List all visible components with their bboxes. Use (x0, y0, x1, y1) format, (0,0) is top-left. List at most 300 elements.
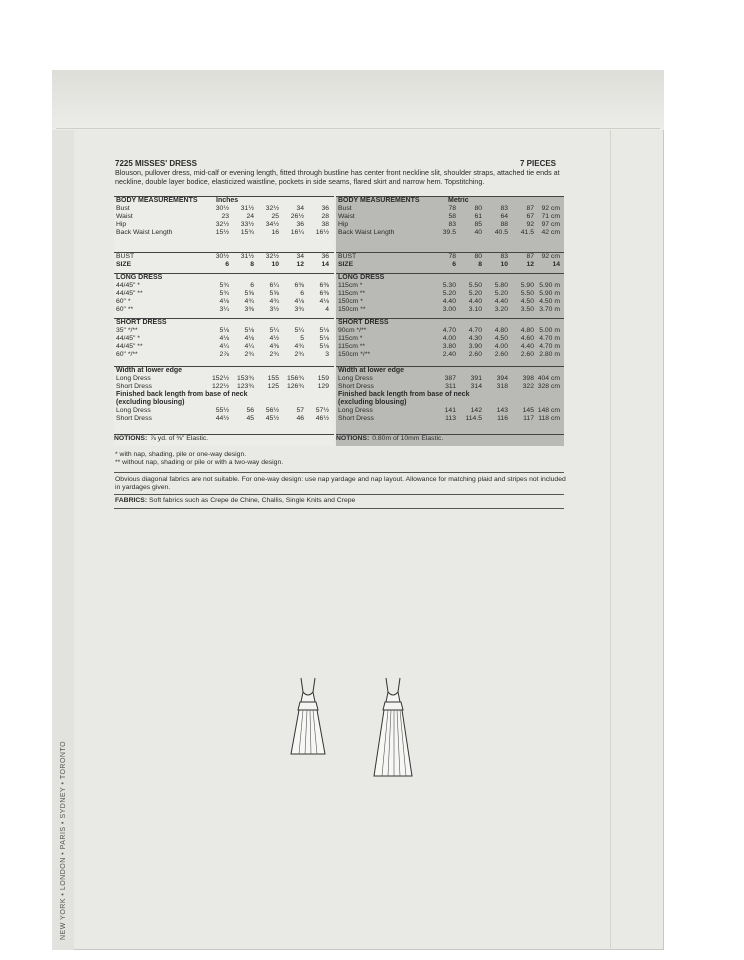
cell-value: 31½ (240, 205, 254, 212)
cell-value: 318 (496, 383, 508, 390)
cell-value: 322 (522, 383, 534, 390)
cell-value: 3 (325, 351, 329, 358)
row-label: Back Waist Length (116, 229, 173, 236)
section-subtitle: (excluding blousing) (338, 399, 407, 406)
cell-value: 2.60 (494, 351, 508, 358)
cell-value: 156¾ (286, 375, 304, 382)
cell-value: 155 (267, 375, 279, 382)
cell-value: 117 (523, 415, 534, 422)
cell-value: 4¾ (244, 298, 254, 305)
section-title: Width at lower edge (338, 367, 405, 374)
table-row (336, 253, 564, 261)
long-dress-sketch (370, 676, 418, 780)
short-dress-sketch (285, 676, 331, 760)
cell-value: 92 cm (541, 205, 560, 212)
row-label: 90cm */** (338, 327, 367, 334)
table-row (114, 261, 334, 269)
table-row (114, 221, 334, 229)
table-row (336, 415, 564, 423)
cell-value: 10 (271, 261, 279, 268)
cell-value: 5⅛ (244, 327, 254, 334)
cell-value: 3⅜ (244, 306, 254, 313)
table-row (114, 282, 334, 290)
cell-value: 4¼ (219, 343, 229, 350)
row-label: 44/45" * (116, 282, 140, 289)
row-label: Waist (116, 213, 133, 220)
cell-value: 4.50 (494, 335, 508, 342)
cell-value: 2¾ (269, 351, 279, 358)
fabric-note: Obvious diagonal fabrics are not suitable. For one-way design: use nap yardage and nap layout. Allowance for matching plaid and stripes not included in yardages given. (115, 476, 566, 492)
row-label: 35" */** (116, 327, 138, 334)
cell-value: 4.50 (520, 298, 534, 305)
table-row (336, 383, 564, 391)
table-row (336, 298, 564, 306)
row-label: Long Dress (338, 407, 373, 414)
row-label: Long Dress (338, 375, 373, 382)
cell-value: 6¼ (269, 282, 279, 289)
notions-label: NOTIONS: (336, 435, 370, 442)
cell-value: 5.30 (442, 282, 456, 289)
table-row (336, 205, 564, 213)
table-row (336, 221, 564, 229)
cell-value: 15¾ (240, 229, 254, 236)
cell-value: 398 (522, 375, 534, 382)
cell-value: 4¼ (244, 343, 254, 350)
cell-value: 80 (474, 205, 482, 212)
cell-value: 4⅛ (294, 298, 304, 305)
table-row (336, 407, 564, 415)
nap-footnote: * with nap, shading, pile or one-way design. (115, 451, 247, 458)
cell-value: 4.80 (494, 327, 508, 334)
cell-value: 2¾ (244, 351, 254, 358)
divider (114, 494, 564, 495)
cell-value: 6⅜ (294, 282, 304, 289)
cell-value: 92 cm (541, 253, 560, 260)
cell-value: 56 (246, 407, 254, 414)
row-label: Bust (338, 205, 352, 212)
cell-value: 4.60 (520, 335, 534, 342)
cell-value: 4⅛ (319, 298, 329, 305)
cell-value: 24 (246, 213, 254, 220)
row-label: SIZE (338, 261, 354, 268)
cell-value: 8 (478, 261, 482, 268)
cell-value: 57 (296, 407, 304, 414)
cell-value: 6 (250, 282, 254, 289)
cell-value: 5.90 m (539, 290, 560, 297)
envelope-flap (52, 70, 664, 130)
cell-value: 83 (500, 253, 508, 260)
cell-value: 142 (470, 407, 482, 414)
cell-value: 3.50 (520, 306, 534, 313)
table-row (336, 213, 564, 221)
cell-value: 4.40 (468, 298, 482, 305)
table-row (336, 290, 564, 298)
cell-value: 6⅜ (319, 282, 329, 289)
cell-value: 4.70 (442, 327, 456, 334)
cell-value: 113 (445, 415, 456, 422)
cell-value: 83 (500, 205, 508, 212)
cell-value: 143 (496, 407, 508, 414)
cell-value: 5¼ (294, 327, 304, 334)
cell-value: 15½ (215, 229, 229, 236)
cell-value: 2.60 (520, 351, 534, 358)
cell-value: 5¾ (219, 282, 229, 289)
cell-value: 3.80 (442, 343, 456, 350)
cell-value: 404 cm (537, 375, 560, 382)
cell-value: 2.60 (468, 351, 482, 358)
cell-value: 67 (526, 213, 534, 220)
cell-value: 64 (500, 213, 508, 220)
table-row (114, 205, 334, 213)
cell-value: 61 (474, 213, 482, 220)
cell-value: 10 (500, 261, 508, 268)
measurement-table (114, 196, 564, 446)
row-label: BUST (338, 253, 357, 260)
cell-value: 26½ (290, 213, 304, 220)
cell-value: 16½ (315, 229, 329, 236)
table-row (336, 261, 564, 269)
cell-value: 3.10 (468, 306, 482, 313)
pattern-title: 7225 MISSES' DRESS (115, 159, 197, 168)
cell-value: 2¾ (294, 351, 304, 358)
cell-value: 4¾ (269, 298, 279, 305)
cell-value: 5¾ (219, 290, 229, 297)
table-section (114, 366, 334, 423)
row-label: Hip (116, 221, 127, 228)
cell-value: 6 (300, 290, 304, 297)
table-row (336, 335, 564, 343)
cell-value: 3½ (269, 306, 279, 313)
cell-value: 12 (526, 261, 534, 268)
row-label: 60" ** (116, 306, 134, 313)
row-label: 150cm ** (338, 306, 366, 313)
cell-value: 3.70 m (539, 306, 560, 313)
row-label: 150cm */** (338, 351, 371, 358)
section-title-text: BODY MEASUREMENTS (338, 197, 420, 204)
row-label: 115cm ** (338, 343, 366, 350)
section-title: SHORT DRESS (116, 319, 167, 326)
table-section (114, 318, 334, 359)
cell-value: 38 (321, 221, 329, 228)
cell-value: 78 (448, 205, 456, 212)
row-label: BUST (116, 253, 135, 260)
row-label: 115cm ** (338, 290, 366, 297)
cell-value: 36 (296, 221, 304, 228)
cell-value: 3.90 (468, 343, 482, 350)
cell-value: 4 (325, 306, 329, 313)
cell-value: 87 (526, 253, 534, 260)
cell-value: 5.50 (468, 282, 482, 289)
cell-value: 3¼ (219, 306, 229, 313)
cell-value: 4⅛ (219, 298, 229, 305)
table-row (114, 290, 334, 298)
fold-line (610, 130, 611, 950)
cell-value: 36 (321, 253, 329, 260)
table-section (336, 434, 564, 443)
table-row (114, 253, 334, 261)
table-section (336, 318, 564, 359)
section-title: Finished back length from base of neck (338, 391, 470, 398)
cell-value: 57½ (315, 407, 329, 414)
pattern-description: Blouson, pullover dress, mid-calf or evening length, fitted through bustline has center front neckline slit, shoulder straps, attached tie ends at neckline, double layer bodice, elasticized waistline, pockets in side seams, flared skirt and narrow hem. Topstitching. (115, 168, 560, 187)
fabrics-line (115, 497, 565, 504)
row-label: Long Dress (116, 407, 151, 414)
cell-value: 129 (317, 383, 329, 390)
table-row (114, 306, 334, 314)
cell-value: 314 (470, 383, 482, 390)
cell-value: 6 (452, 261, 456, 268)
table-row (114, 375, 334, 383)
section-title (114, 197, 334, 205)
table-row (114, 213, 334, 221)
cell-value: 4⅛ (244, 335, 254, 342)
cell-value: 2.40 (442, 351, 456, 358)
cell-value: 153¾ (236, 375, 254, 382)
cell-value: 34½ (265, 221, 279, 228)
row-label: Bust (116, 205, 130, 212)
cell-value: 32½ (265, 253, 279, 260)
cell-value: 123¾ (236, 383, 254, 390)
cell-value: 5.20 (442, 290, 456, 297)
cell-value: 5.20 (468, 290, 482, 297)
cell-value: 97 cm (541, 221, 560, 228)
cell-value: 32½ (215, 221, 229, 228)
table-row (336, 351, 564, 359)
cell-value: 46 (296, 415, 304, 422)
row-label: Long Dress (116, 375, 151, 382)
table-section (336, 366, 564, 423)
table-row (114, 298, 334, 306)
table-row (336, 343, 564, 351)
cell-value: 87 (526, 205, 534, 212)
cell-value: 394 (496, 375, 508, 382)
flap-edge (56, 128, 660, 129)
cell-value: 5⅛ (319, 335, 329, 342)
divider (114, 472, 564, 473)
cell-value: 3¾ (294, 306, 304, 313)
cell-value: 122½ (211, 383, 229, 390)
cell-value: 5.90 m (539, 282, 560, 289)
cell-value: 36 (321, 205, 329, 212)
cell-value: 4¾ (294, 343, 304, 350)
cell-value: 4.00 (442, 335, 456, 342)
cell-value: 40 (474, 229, 482, 236)
table-row (114, 229, 334, 237)
cell-value: 118 cm (538, 415, 560, 422)
row-label: Short Dress (338, 383, 374, 390)
cell-value: 3.20 (494, 306, 508, 313)
metric-column (336, 196, 564, 446)
table-section (114, 434, 334, 443)
piece-count: 7 PIECES (520, 159, 557, 168)
cell-value: 6⅜ (319, 290, 329, 297)
row-label: 60" */** (116, 351, 138, 358)
cell-value: 152½ (211, 375, 229, 382)
cell-value: 80 (474, 253, 482, 260)
cell-value: 56½ (265, 407, 279, 414)
cell-value: 45½ (265, 415, 279, 422)
cell-value: 5.90 (520, 282, 534, 289)
cell-value: 145 (522, 407, 534, 414)
table-row (114, 407, 334, 415)
cell-value: 5⅛ (319, 327, 329, 334)
cell-value: 92 (526, 221, 534, 228)
cell-value: 4.70 m (539, 335, 560, 342)
cell-value: 8 (250, 261, 254, 268)
fabrics-text: Soft fabrics such as Crepe de Chine, Challis, Single Knits and Crepe (149, 497, 356, 504)
cell-value: 71 cm (541, 213, 560, 220)
section-subtitle: (excluding blousing) (116, 399, 185, 406)
notions-text: ⅞ yd. of ⅜" Elastic. (150, 435, 209, 442)
notions-text: 0.80m of 10mm Elastic. (372, 435, 444, 442)
fabrics-label: FABRICS: (115, 497, 148, 504)
cell-value: 4.00 (494, 343, 508, 350)
cell-value: 4.80 (520, 327, 534, 334)
cell-value: 32½ (265, 205, 279, 212)
cell-value: 16¼ (290, 229, 304, 236)
cell-value: 4.70 m (539, 343, 560, 350)
table-row (336, 306, 564, 314)
cell-value: 78 (448, 253, 456, 260)
section-title: LONG DRESS (116, 274, 163, 281)
row-label: Hip (338, 221, 349, 228)
row-label: 44/45" * (116, 335, 140, 342)
table-row (114, 415, 334, 423)
cell-value: 34 (296, 205, 304, 212)
cell-value: 311 (445, 383, 456, 390)
cell-value: 5.20 (494, 290, 508, 297)
row-label: 44/45" ** (116, 290, 143, 297)
row-label: Back Waist Length (338, 229, 395, 236)
cell-value: 391 (470, 375, 482, 382)
cell-value: 5.50 (520, 290, 534, 297)
cell-value: 33½ (240, 221, 254, 228)
cell-value: 4½ (269, 335, 279, 342)
cell-value: 41.5 (520, 229, 534, 236)
row-label: Waist (338, 213, 355, 220)
section-title: LONG DRESS (338, 274, 385, 281)
table-section (114, 196, 334, 237)
cell-value: 387 (444, 375, 456, 382)
cell-value: 148 cm (537, 407, 560, 414)
table-row (114, 383, 334, 391)
cell-value: 4.40 (494, 298, 508, 305)
cell-value: 58 (448, 213, 456, 220)
cell-value: 4⅜ (269, 343, 279, 350)
cell-value: 328 cm (537, 383, 560, 390)
cell-value: 31½ (240, 253, 254, 260)
without-nap-footnote: ** without nap, shading or pile or with a two-way design. (115, 459, 284, 467)
cell-value: 14 (552, 261, 560, 268)
cell-value: 116 (497, 415, 508, 422)
cell-value: 5.00 m (539, 327, 560, 334)
cell-value: 28 (321, 213, 329, 220)
cell-value: 5⅝ (244, 290, 254, 297)
cell-value: 4.70 (468, 327, 482, 334)
section-title-text: BODY MEASUREMENTS (116, 197, 198, 204)
cell-value: 6 (225, 261, 229, 268)
cell-value: 2⅞ (219, 351, 229, 358)
cell-value: 2.80 m (539, 351, 560, 358)
cell-value: 55½ (215, 407, 229, 414)
row-label: Short Dress (116, 383, 152, 390)
cell-value: 25 (271, 213, 279, 220)
cell-value: 5 (300, 335, 304, 342)
cell-value: 159 (317, 375, 329, 382)
inches-column (114, 196, 334, 446)
footnotes (115, 451, 565, 468)
section-title: Finished back length from base of neck (116, 391, 248, 398)
table-section (114, 252, 334, 269)
row-label: 60" * (116, 298, 131, 305)
section-title: Width at lower edge (116, 367, 183, 374)
section-title (336, 197, 564, 205)
cell-value: 5.80 (494, 282, 508, 289)
cell-value: 4.30 (468, 335, 482, 342)
table-section (336, 273, 564, 314)
table-row (114, 335, 334, 343)
cell-value: 125 (267, 383, 279, 390)
cell-value: 4.40 (442, 298, 456, 305)
row-label: 115cm * (338, 282, 363, 289)
row-label: 150cm * (338, 298, 363, 305)
divider (114, 508, 564, 509)
cell-value: 4.50 m (539, 298, 560, 305)
table-row (336, 375, 564, 383)
side-imprint: NEW YORK • LONDON • PARIS • SYDNEY • TORONTO (60, 740, 67, 940)
cell-value: 14 (321, 261, 329, 268)
cell-value: 40.5 (494, 229, 508, 236)
cell-value: 5⅛ (219, 327, 229, 334)
cell-value: 5⅝ (269, 290, 279, 297)
section-title: SHORT DRESS (338, 319, 389, 326)
notions-row (114, 435, 334, 443)
row-label: 44/45" ** (116, 343, 143, 350)
cell-value: 83 (448, 221, 456, 228)
cell-value: 12 (296, 261, 304, 268)
table-row (114, 351, 334, 359)
cell-value: 39.5 (442, 229, 456, 236)
table-section (336, 196, 564, 237)
cell-value: 23 (221, 213, 229, 220)
unit-label: Inches (216, 197, 239, 204)
cell-value: 45 (246, 415, 254, 422)
cell-value: 16 (271, 229, 279, 236)
cell-value: 44½ (215, 415, 229, 422)
table-row (114, 343, 334, 351)
cell-value: 141 (444, 407, 456, 414)
row-label: Short Dress (338, 415, 374, 422)
cell-value: 88 (500, 221, 508, 228)
table-row (336, 327, 564, 335)
cell-value: 126¾ (286, 383, 304, 390)
cell-value: 42 cm (541, 229, 560, 236)
cell-value: 30½ (215, 205, 229, 212)
row-label: Short Dress (116, 415, 152, 422)
cell-value: 46½ (315, 415, 329, 422)
cell-value: 4.40 (520, 343, 534, 350)
cell-value: 30½ (215, 253, 229, 260)
cell-value: 85 (474, 221, 482, 228)
table-row (336, 229, 564, 237)
table-row (114, 327, 334, 335)
table-section (336, 252, 564, 269)
cell-value: 3.00 (442, 306, 456, 313)
notions-row (336, 435, 564, 443)
cell-value: 5⅛ (319, 343, 329, 350)
cell-value: 4⅛ (219, 335, 229, 342)
cell-value: 34 (296, 253, 304, 260)
